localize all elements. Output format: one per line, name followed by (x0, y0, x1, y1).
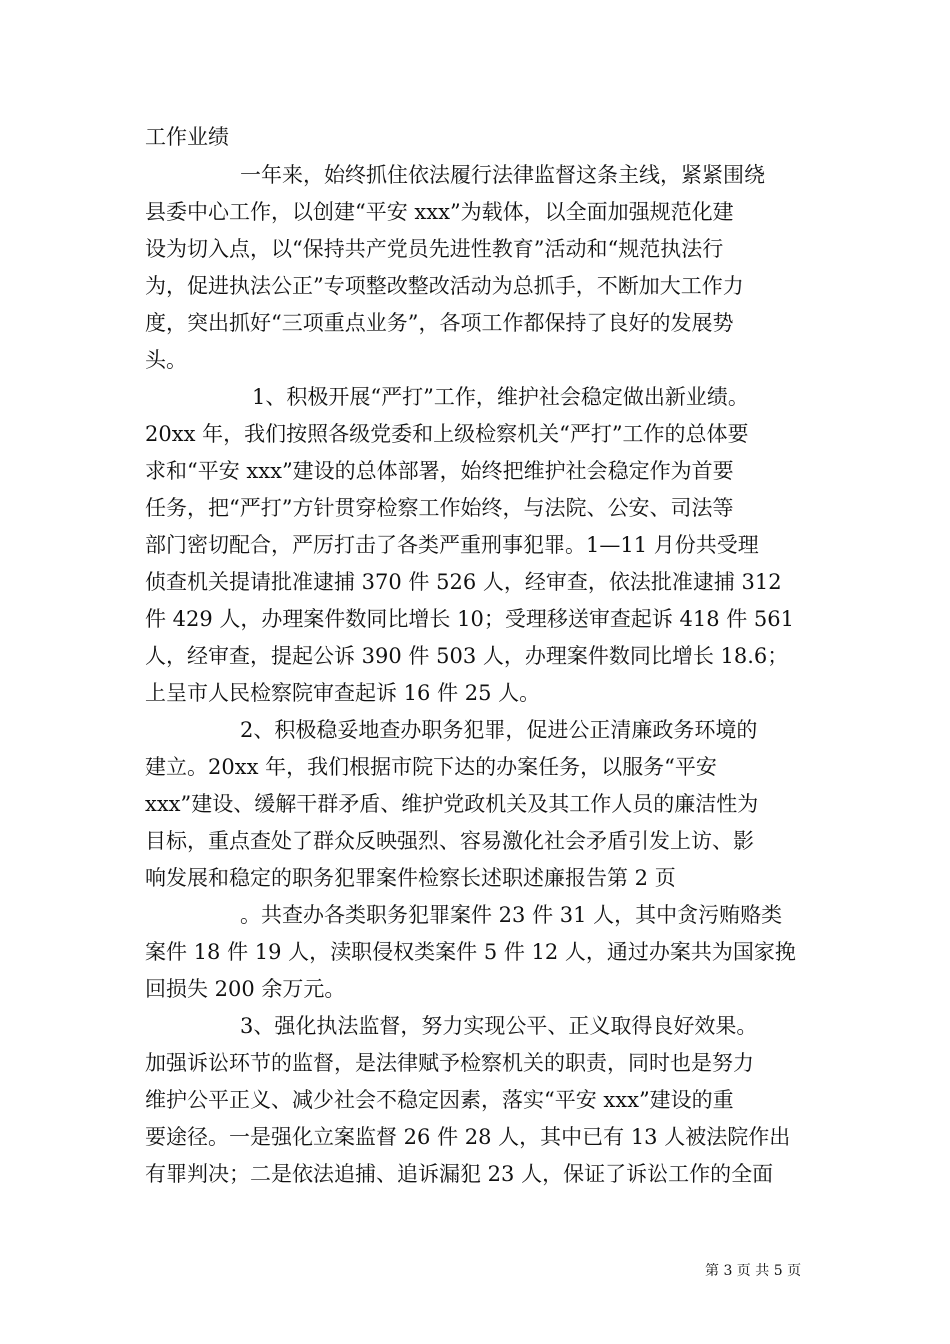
paragraph-line: 为，促进执法公正”专项整改整改活动为总抓手，不断加大工作力 (145, 274, 744, 298)
paragraph-line: 度，突出抓好“三项重点业务”，各项工作都保持了良好的发展势 (145, 311, 734, 335)
paragraph-line: 任务，把“严打”方针贯穿检察工作始终，与法院、公安、司法等 (145, 496, 734, 520)
paragraph-line: 要途径。一是强化立案监督 26 件 28 人，其中已有 13 人被法院作出 (145, 1125, 791, 1149)
paragraph-line: 案件 18 件 19 人，渎职侵权类案件 5 件 12 人，通过办案共为国家挽 (145, 940, 796, 964)
paragraph-line: 一年来，始终抓住依法履行法律监督这条主线，紧紧围绕 (240, 163, 765, 187)
paragraph-line: xxx”建设、缓解干群矛盾、维护党政机关及其工作人员的廉洁性为 (145, 792, 759, 816)
paragraph-line: 2、积极稳妥地查办职务犯罪，促进公正清廉政务环境的 (240, 718, 758, 742)
paragraph-line: 加强诉讼环节的监督，是法律赋予检察机关的职责，同时也是努力 (145, 1051, 754, 1075)
paragraph-line: 县委中心工作，以创建“平安 xxx”为载体，以全面加强规范化建 (145, 200, 734, 224)
paragraph-line: 有罪判决；二是依法追捕、追诉漏犯 23 人，保证了诉讼工作的全面 (145, 1162, 774, 1186)
paragraph-line: 人，经审查，提起公诉 390 件 503 人，办理案件数同比增长 18.6； (145, 644, 789, 668)
paragraph-line: 目标，重点查处了群众反映强烈、容易激化社会矛盾引发上访、影 (145, 829, 754, 853)
paragraph-line: 响发展和稳定的职务犯罪案件检察长述职述廉报告第 2 页 (145, 866, 676, 890)
section-heading: 工作业绩 (145, 125, 229, 149)
paragraph-line: 设为切入点，以“保持共产党员先进性教育”活动和“规范执法行 (145, 237, 724, 261)
paragraph-line: 维护公平正义、减少社会不稳定因素，落实“平安 xxx”建设的重 (145, 1088, 734, 1112)
paragraph-line: 20xx 年，我们按照各级党委和上级检察机关“严打”工作的总体要 (145, 422, 749, 446)
paragraph-line: 3、强化执法监督，努力实现公平、正义取得良好效果。 (240, 1014, 758, 1038)
paragraph-line: 求和“平安 xxx”建设的总体部署，始终把维护社会稳定作为首要 (145, 459, 734, 483)
page-number-footer: 第 3 页 共 5 页 (705, 1263, 802, 1279)
paragraph-line: 侦查机关提请批准逮捕 370 件 526 人，经审查，依法批准逮捕 312 (145, 570, 782, 594)
paragraph-line: 部门密切配合，严厉打击了各类严重刑事犯罪。1—11 月份共受理 (145, 533, 759, 557)
paragraph-line: 回损失 200 余万元。 (145, 977, 346, 1001)
paragraph-line: 件 429 人，办理案件数同比增长 10；受理移送审查起诉 418 件 561 (145, 607, 795, 631)
paragraph-line: 建立。20xx 年，我们根据市院下达的办案任务，以服务“平安 (145, 755, 717, 779)
paragraph-line: 上呈市人民检察院审查起诉 16 件 25 人。 (145, 681, 541, 705)
paragraph-line: 。共查办各类职务犯罪案件 23 件 31 人，其中贪污贿赂类 (240, 903, 783, 927)
paragraph-line: 头。 (145, 348, 187, 372)
paragraph-line: 1、积极开展“严打”工作，维护社会稳定做出新业绩。 (252, 385, 749, 409)
